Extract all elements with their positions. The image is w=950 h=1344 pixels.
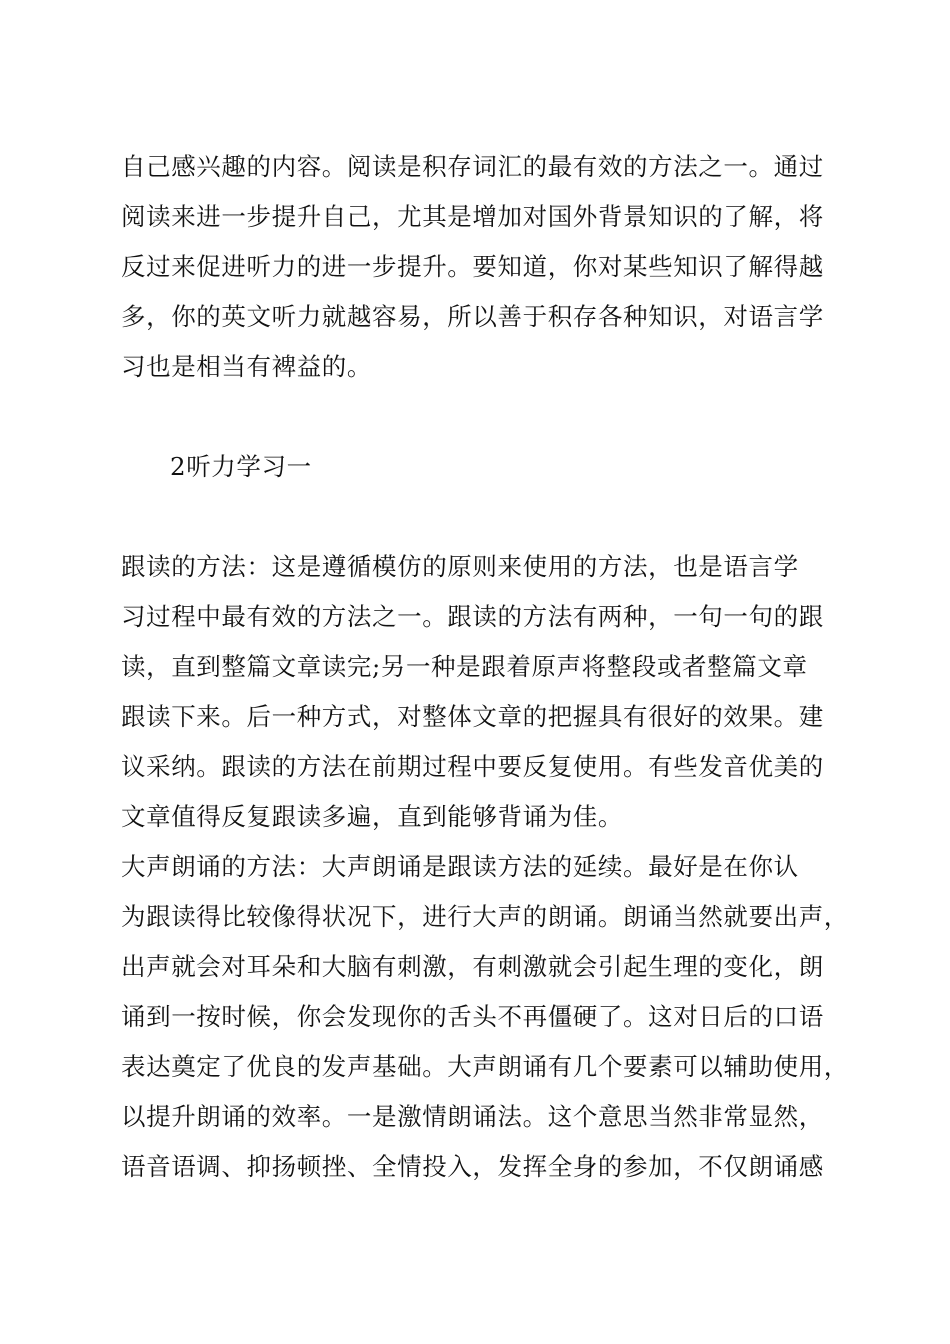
paragraph-line: 语音语调、抑扬顿挫、全情投入，发挥全身的参加，不仅朗诵感 [121, 1152, 824, 1181]
paragraph-line: 习也是相当有裨益的。 [121, 352, 372, 381]
section-heading: 2听力学习一 [170, 452, 312, 481]
paragraph-line: 自己感兴趣的内容。阅读是积存词汇的最有效的方法之一。通过 [121, 152, 824, 181]
paragraph-line: 读，直到整篇文章读完;另一种是跟着原声将整段或者整篇文章 [121, 652, 808, 681]
paragraph-line: 为跟读得比较像得状况下，进行大声的朗诵。朗诵当然就要出声， [121, 902, 849, 931]
paragraph-line: 跟读的方法：这是遵循模仿的原则来使用的方法，也是语言学 [121, 552, 799, 581]
paragraph-line: 文章值得反复跟读多遍，直到能够背诵为佳。 [121, 802, 623, 831]
paragraph-line: 跟读下来。后一种方式，对整体文章的把握具有很好的效果。建 [121, 702, 824, 731]
paragraph-line: 多，你的英文听力就越容易，所以善于积存各种知识，对语言学 [121, 302, 824, 331]
paragraph-line: 诵到一按时候，你会发现你的舌头不再僵硬了。这对日后的口语 [121, 1002, 824, 1031]
paragraph-line: 反过来促进听力的进一步提升。要知道，你对某些知识了解得越 [121, 252, 824, 281]
paragraph-line: 习过程中最有效的方法之一。跟读的方法有两种，一句一句的跟 [121, 602, 824, 631]
paragraph-line: 表达奠定了优良的发声基础。大声朗诵有几个要素可以辅助使用， [121, 1052, 849, 1081]
paragraph-line: 阅读来进一步提升自己，尤其是增加对国外背景知识的了解，将 [121, 202, 824, 231]
paragraph-line: 出声就会对耳朵和大脑有刺激，有刺激就会引起生理的变化，朗 [121, 952, 824, 981]
paragraph-line: 以提升朗诵的效率。一是激情朗诵法。这个意思当然非常显然， [121, 1102, 824, 1131]
paragraph-line: 大声朗诵的方法：大声朗诵是跟读方法的延续。最好是在你认 [121, 852, 799, 881]
paragraph-line: 议采纳。跟读的方法在前期过程中要反复使用。有些发音优美的 [121, 752, 824, 781]
